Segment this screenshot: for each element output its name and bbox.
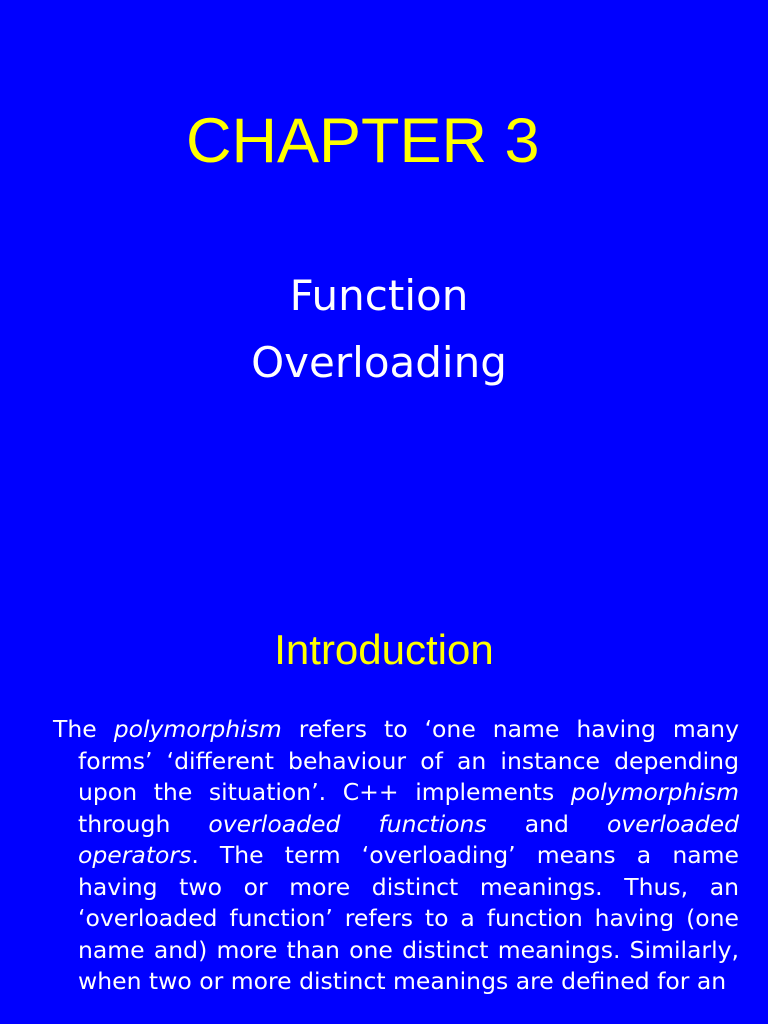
term-polymorphism: polymorphism	[113, 715, 282, 743]
intro-paragraph	[53, 714, 740, 998]
term-overloaded-operators: overloaded operators	[78, 809, 740, 869]
section-heading: Introduction	[274, 626, 494, 673]
term-overloaded-functions: overloaded functions	[208, 809, 487, 838]
paragraph-text: The	[53, 715, 114, 743]
paragraph-text: and	[486, 809, 607, 838]
paragraph-text: through	[78, 809, 209, 838]
paragraph-text: . The term ‘overloading’ means a name having two or more distinct meanings. Thus, an ‘overloaded function’ refers to a function having (one name and) more than one distinct meanings. Similarly, when two or more distinct meanings are defined for an	[78, 841, 739, 995]
subtitle-line-1: Function	[289, 271, 469, 320]
subtitle-line-2: Overloading	[251, 338, 507, 387]
slide-subtitle	[229, 262, 529, 396]
term-polymorphism: polymorphism	[570, 778, 739, 806]
chapter-title: CHAPTER 3	[186, 106, 540, 176]
paragraph-text: refers to ‘one name having many forms’ ‘different behaviour of an instance depending upon the situation’. C++ implements	[78, 715, 739, 806]
